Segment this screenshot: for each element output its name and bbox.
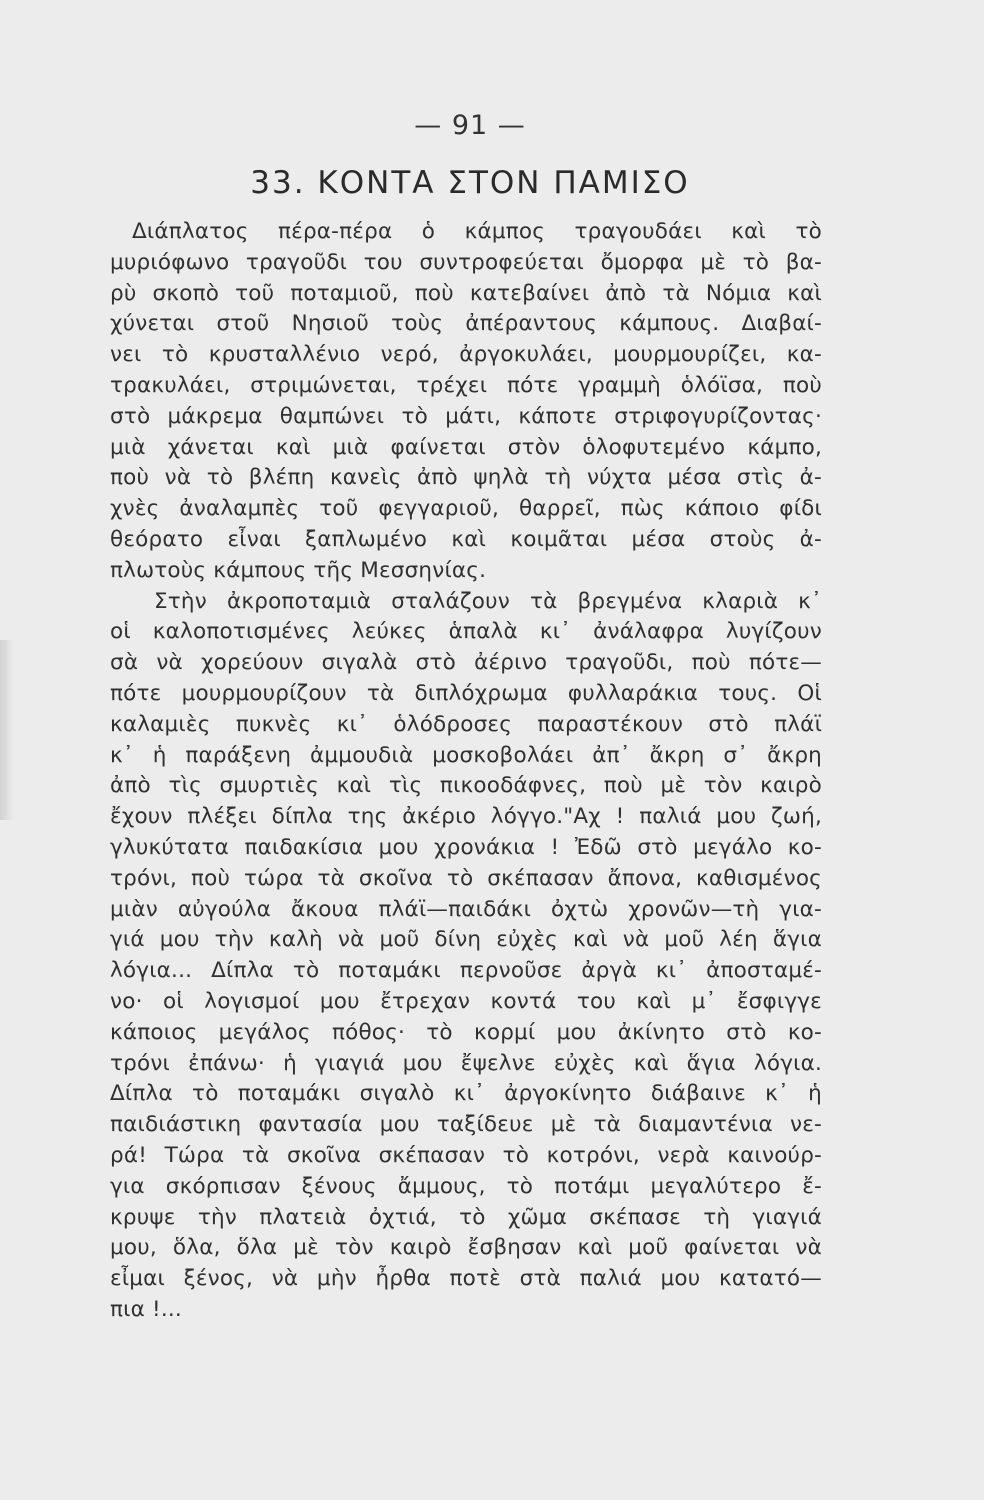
text-line: παιδιάστικη φαντασία μου ταξίδευε μὲ τὰ διαμαντένια νε- <box>110 1112 822 1138</box>
text-line: γιά μου τὴν καλὴ νὰ μοῦ δίνη εὐχὲς καὶ νὰ μοῦ λέη ἅγια <box>110 927 822 953</box>
text-line: ἀπὸ τὶς σμυρτιὲς καὶ τὶς πικοοδάφνες, ποὺ μὲ τὸν καιρὸ <box>110 773 822 799</box>
text-line: κάποιος μεγάλος πόθος· τὸ κορμί μου ἀκίνητο στὸ κο- <box>110 1019 822 1045</box>
text-line: νο· οἱ λογισμοί μου ἔτρεχαν κοντά του καὶ μ᾽ ἔσφιγγε <box>110 988 822 1014</box>
text-line: ρά! Τώρα τὰ σκοῖνα σκέπασαν τὸ κοτρόνι, νερὰ καινούρ- <box>110 1142 822 1168</box>
text-line: τρακυλάει, στριμώνεται, τρέχει πότε γραμμὴ ὁλόϊσα, ποὺ <box>110 372 822 398</box>
text-line: ποὺ νὰ τὸ βλέπη κανεὶς ἀπὸ ψηλὰ τὴ νύχτα μέσα στὶς ἀ- <box>110 465 822 491</box>
text-line: ρὺ σκοπὸ τοῦ ποταμιοῦ, ποὺ κατεβαίνει ἀπὸ τὰ Νόμια καὶ <box>110 280 822 306</box>
text-line: πλωτοὺς κάμπους τῆς Μεσσηνίας. <box>110 557 487 583</box>
text-line: γλυκύτατα παιδακίσια μου χρονάκια ! Ἐδῶ στὸ μεγάλο κο- <box>110 834 822 860</box>
text-line: χύνεται στοῦ Νησιοῦ τοὺς ἀπέραντους κάμπους. Διαβαί- <box>110 311 822 337</box>
text-line: κρυψε τὴν πλατειὰ ὀχτιά, τὸ χῶμα σκέπασε τὴ γιαγιά <box>110 1204 822 1230</box>
page-edge-shadow <box>0 640 14 820</box>
text-line: κ᾽ ἡ παράξενη ἀμμουδιὰ μοσκοβολάει ἀπ᾽ ἄκρη σ᾽ ἄκρη <box>110 742 822 768</box>
text-line: νει τὸ κρυσταλλένιο νερό, ἀργοκυλάει, μουρμουρίζει, κα- <box>110 342 822 368</box>
text-line: οἱ καλοποτισμένες λεύκες ἁπαλὰ κι᾽ ἀνάλαφρα λυγίζουν <box>110 619 822 645</box>
text-line: μυριόφωνο τραγοῦδι του συντροφεύεται ὄμορφα μὲ τὸ βα- <box>110 249 822 275</box>
text-line: χνὲς ἀναλαμπὲς τοῦ φεγγαριοῦ, θαρρεῖ, πὼς κάποιο φίδι <box>110 496 822 522</box>
text-line: ἔχουν πλέξει δίπλα της ἀκέριο λόγγο."Αχ ! παλιά μου ζωή, <box>110 804 822 830</box>
text-line: καλαμιὲς πυκνὲς κι᾽ ὁλόδροσες παραστέκουν στὸ πλάϊ <box>110 711 822 737</box>
text-line: Στὴν ἀκροποταμιὰ σταλάζουν τὰ βρεγμένα κλαριὰ κ᾽ <box>154 588 822 614</box>
text-line: μου, ὅλα, ὅλα μὲ τὸν καιρὸ ἔσβησαν καὶ μοῦ φαίνεται νὰ <box>110 1235 822 1261</box>
text-line: σὰ νὰ χορεύουν σιγαλὰ στὸ ἀέρινο τραγοῦδι, ποὺ πότε— <box>110 650 822 676</box>
text-line: τρόνι, ποὺ τώρα τὰ σκοῖνα τὸ σκέπασαν ἄπονα, καθισμένος <box>110 865 822 891</box>
text-line: στὸ μάκρεμα θαμπώνει τὸ μάτι, κάποτε στριφογυρίζοντας· <box>110 403 822 429</box>
text-line: λόγια... Δίπλα τὸ ποταμάκι περνοῦσε ἀργὰ κι᾽ ἀποσταμέ- <box>110 958 822 984</box>
text-line: Διάπλατος πέρα-πέρα ὁ κάμπος τραγουδάει καὶ τὸ <box>132 219 822 244</box>
text-line: εἶμαι ξένος, νὰ μὴν ἦρθα ποτὲ στὰ παλιά μου κατατό— <box>110 1266 822 1292</box>
text-line: τρόνι ἐπάνω· ἡ γιαγιά μου ἔψελνε εὐχὲς καὶ ἅγια λόγια. <box>110 1050 822 1076</box>
text-line: μιὰν αὐγούλα ἄκουα πλάϊ—παιδάκι ὀχτὼ χρονῶν—τὴ για- <box>110 896 822 922</box>
text-line: μιὰ χάνεται καὶ μιὰ φαίνεται στὸν ὁλοφυτεμένο κάμπο, <box>110 434 822 460</box>
text-line: πότε μουρμουρίζουν τὰ διπλόχρωμα φυλλαράκια τους. Οἱ <box>110 680 822 706</box>
text-line: θεόρατο εἶναι ξαπλωμένο καὶ κοιμᾶται μέσα στοὺς ἀ- <box>110 526 822 552</box>
text-line: Δίπλα τὸ ποταμάκι σιγαλὸ κι᾽ ἀργοκίνητο διάβαινε κ᾽ ἡ <box>110 1081 822 1107</box>
page-number: — 91 — <box>414 110 526 141</box>
chapter-title: 33. ΚΟΝΤΑ ΣΤΟΝ ΠΑΜΙΣΟ <box>250 165 690 201</box>
body-text <box>110 217 822 1326</box>
text-line: για σκόρπισαν ξένους ἄμμους, τὸ ποτάμι μεγαλύτερο ἔ- <box>110 1173 822 1199</box>
text-line: πια !... <box>110 1296 182 1322</box>
